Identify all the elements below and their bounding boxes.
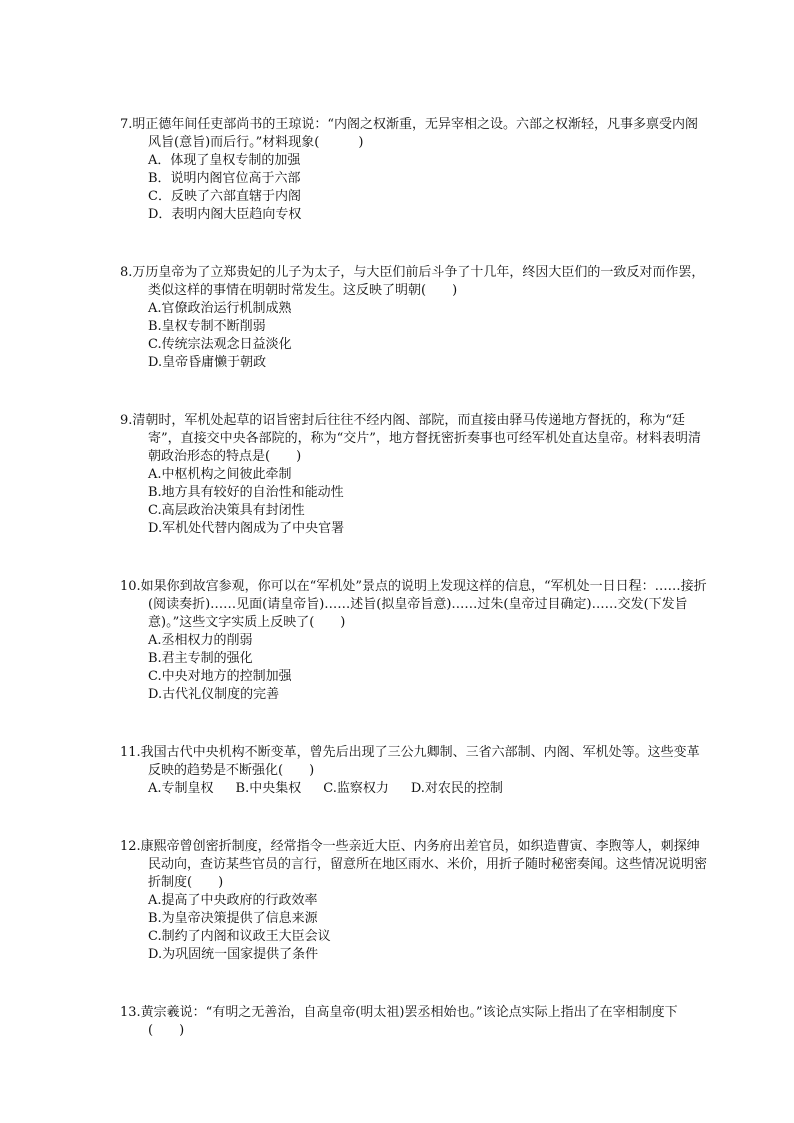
question-13 (120, 1004, 710, 1040)
option-c: C.中央对地方的控制加强 (148, 669, 292, 684)
option-a: A.专制皇权 (148, 781, 214, 796)
option-list (120, 892, 710, 964)
question-stem: 9.清朝时，军机处起草的诏旨密封后往往不经内阁、部院，而直接由驿马传递地方督抚的，称为“廷寄”，直接交中央各部院的，称为“交片”，地方督抚密折奏事也可经军机处直达皇帝。材料表明清朝政治形态的特点是( ) (120, 413, 701, 464)
option-c: C.传统宗法观念日益淡化 (148, 337, 292, 352)
option-b: B.皇权专制不断削弱 (148, 319, 266, 334)
option-a: A．体现了皇权专制的加强 (148, 153, 301, 168)
option-c: C.高层政治决策具有封闭性 (148, 503, 305, 518)
option-b: B.君主专制的强化 (148, 651, 253, 666)
option-d: D.古代礼仪制度的完善 (148, 687, 280, 702)
question-7 (120, 116, 710, 224)
question-stem: 8.万历皇帝为了立郑贵妃的儿子为太子，与大臣们前后斗争了十几年，终因大臣们的一致反对而作罢，类似这样的事情在明朝时常发生。这反映了明朝( ) (120, 265, 705, 298)
option-b: B.地方具有较好的自治性和能动性 (148, 485, 344, 500)
question-9 (120, 412, 710, 538)
option-a: A.官僚政治运行机制成熟 (148, 301, 292, 316)
option-list (120, 300, 710, 372)
question-stem: 12.康熙帝曾创密折制度，经常指令一些亲近大臣、内务府出差官员，如织造曹寅、李煦等人，刺探绅民动向，查访某些官员的言行，留意所在地区雨水、米价，用折子随时秘密奏闻。这些情况说明密折制度( ) (120, 839, 708, 890)
option-b: B．说明内阁官位高于六部 (148, 171, 301, 186)
option-d: D.为巩固统一国家提供了条件 (148, 947, 319, 962)
option-list (120, 152, 710, 224)
option-b: B.中央集权 (235, 781, 302, 796)
question-12 (120, 838, 710, 964)
option-b: B.为皇帝决策提供了信息来源 (148, 911, 318, 926)
question-8 (120, 264, 710, 372)
option-d: D．表明内阁大臣趋向专权 (148, 207, 302, 222)
option-c: C.制约了内阁和议政王大臣会议 (148, 929, 331, 944)
question-stem: 7.明正德年间任吏部尚书的王琼说：“内阁之权渐重，无异宰相之设。六部之权渐轻，凡事多禀受内阁风旨(意旨)而后行。”材料现象( ) (120, 117, 699, 150)
option-c: C.监察权力 (323, 781, 389, 796)
option-d: D.对农民的控制 (410, 781, 503, 796)
question-stem: 11.我国古代中央机构不断变革，曾先后出现了三公九卿制、三省六部制、内阁、军机处等。这些变革反映的趋势是不断强化( ) (120, 745, 700, 778)
option-d: D.军机处代替内阁成为了中央官署 (148, 521, 345, 536)
question-stem: 10.如果你到故宫参观，你可以在“军机处”景点的说明上发现这样的信息，“军机处一日日程：……接折(阅读奏折)……见面(请皇帝旨)……述旨(拟皇帝旨意)……过朱(皇帝过目确定)……交发(下发旨意)。”这些文字实质上反映了( ) (120, 579, 707, 630)
option-d: D.皇帝昏庸懒于朝政 (148, 355, 267, 370)
option-a: A.提高了中央政府的行政效率 (148, 893, 318, 908)
option-list (120, 780, 710, 798)
question-stem: 13.黄宗羲说：“有明之无善治，自高皇帝(明太祖)罢丞相始也。”该论点实际上指出了在宰相制度下( ) (120, 1005, 678, 1038)
question-11 (120, 744, 710, 798)
option-list (120, 632, 710, 704)
option-a: A.中枢机构之间彼此牵制 (148, 467, 292, 482)
option-list (120, 466, 710, 538)
option-a: A.丞相权力的削弱 (148, 633, 253, 648)
question-10 (120, 578, 710, 704)
option-c: C．反映了六部直辖于内阁 (148, 189, 301, 204)
